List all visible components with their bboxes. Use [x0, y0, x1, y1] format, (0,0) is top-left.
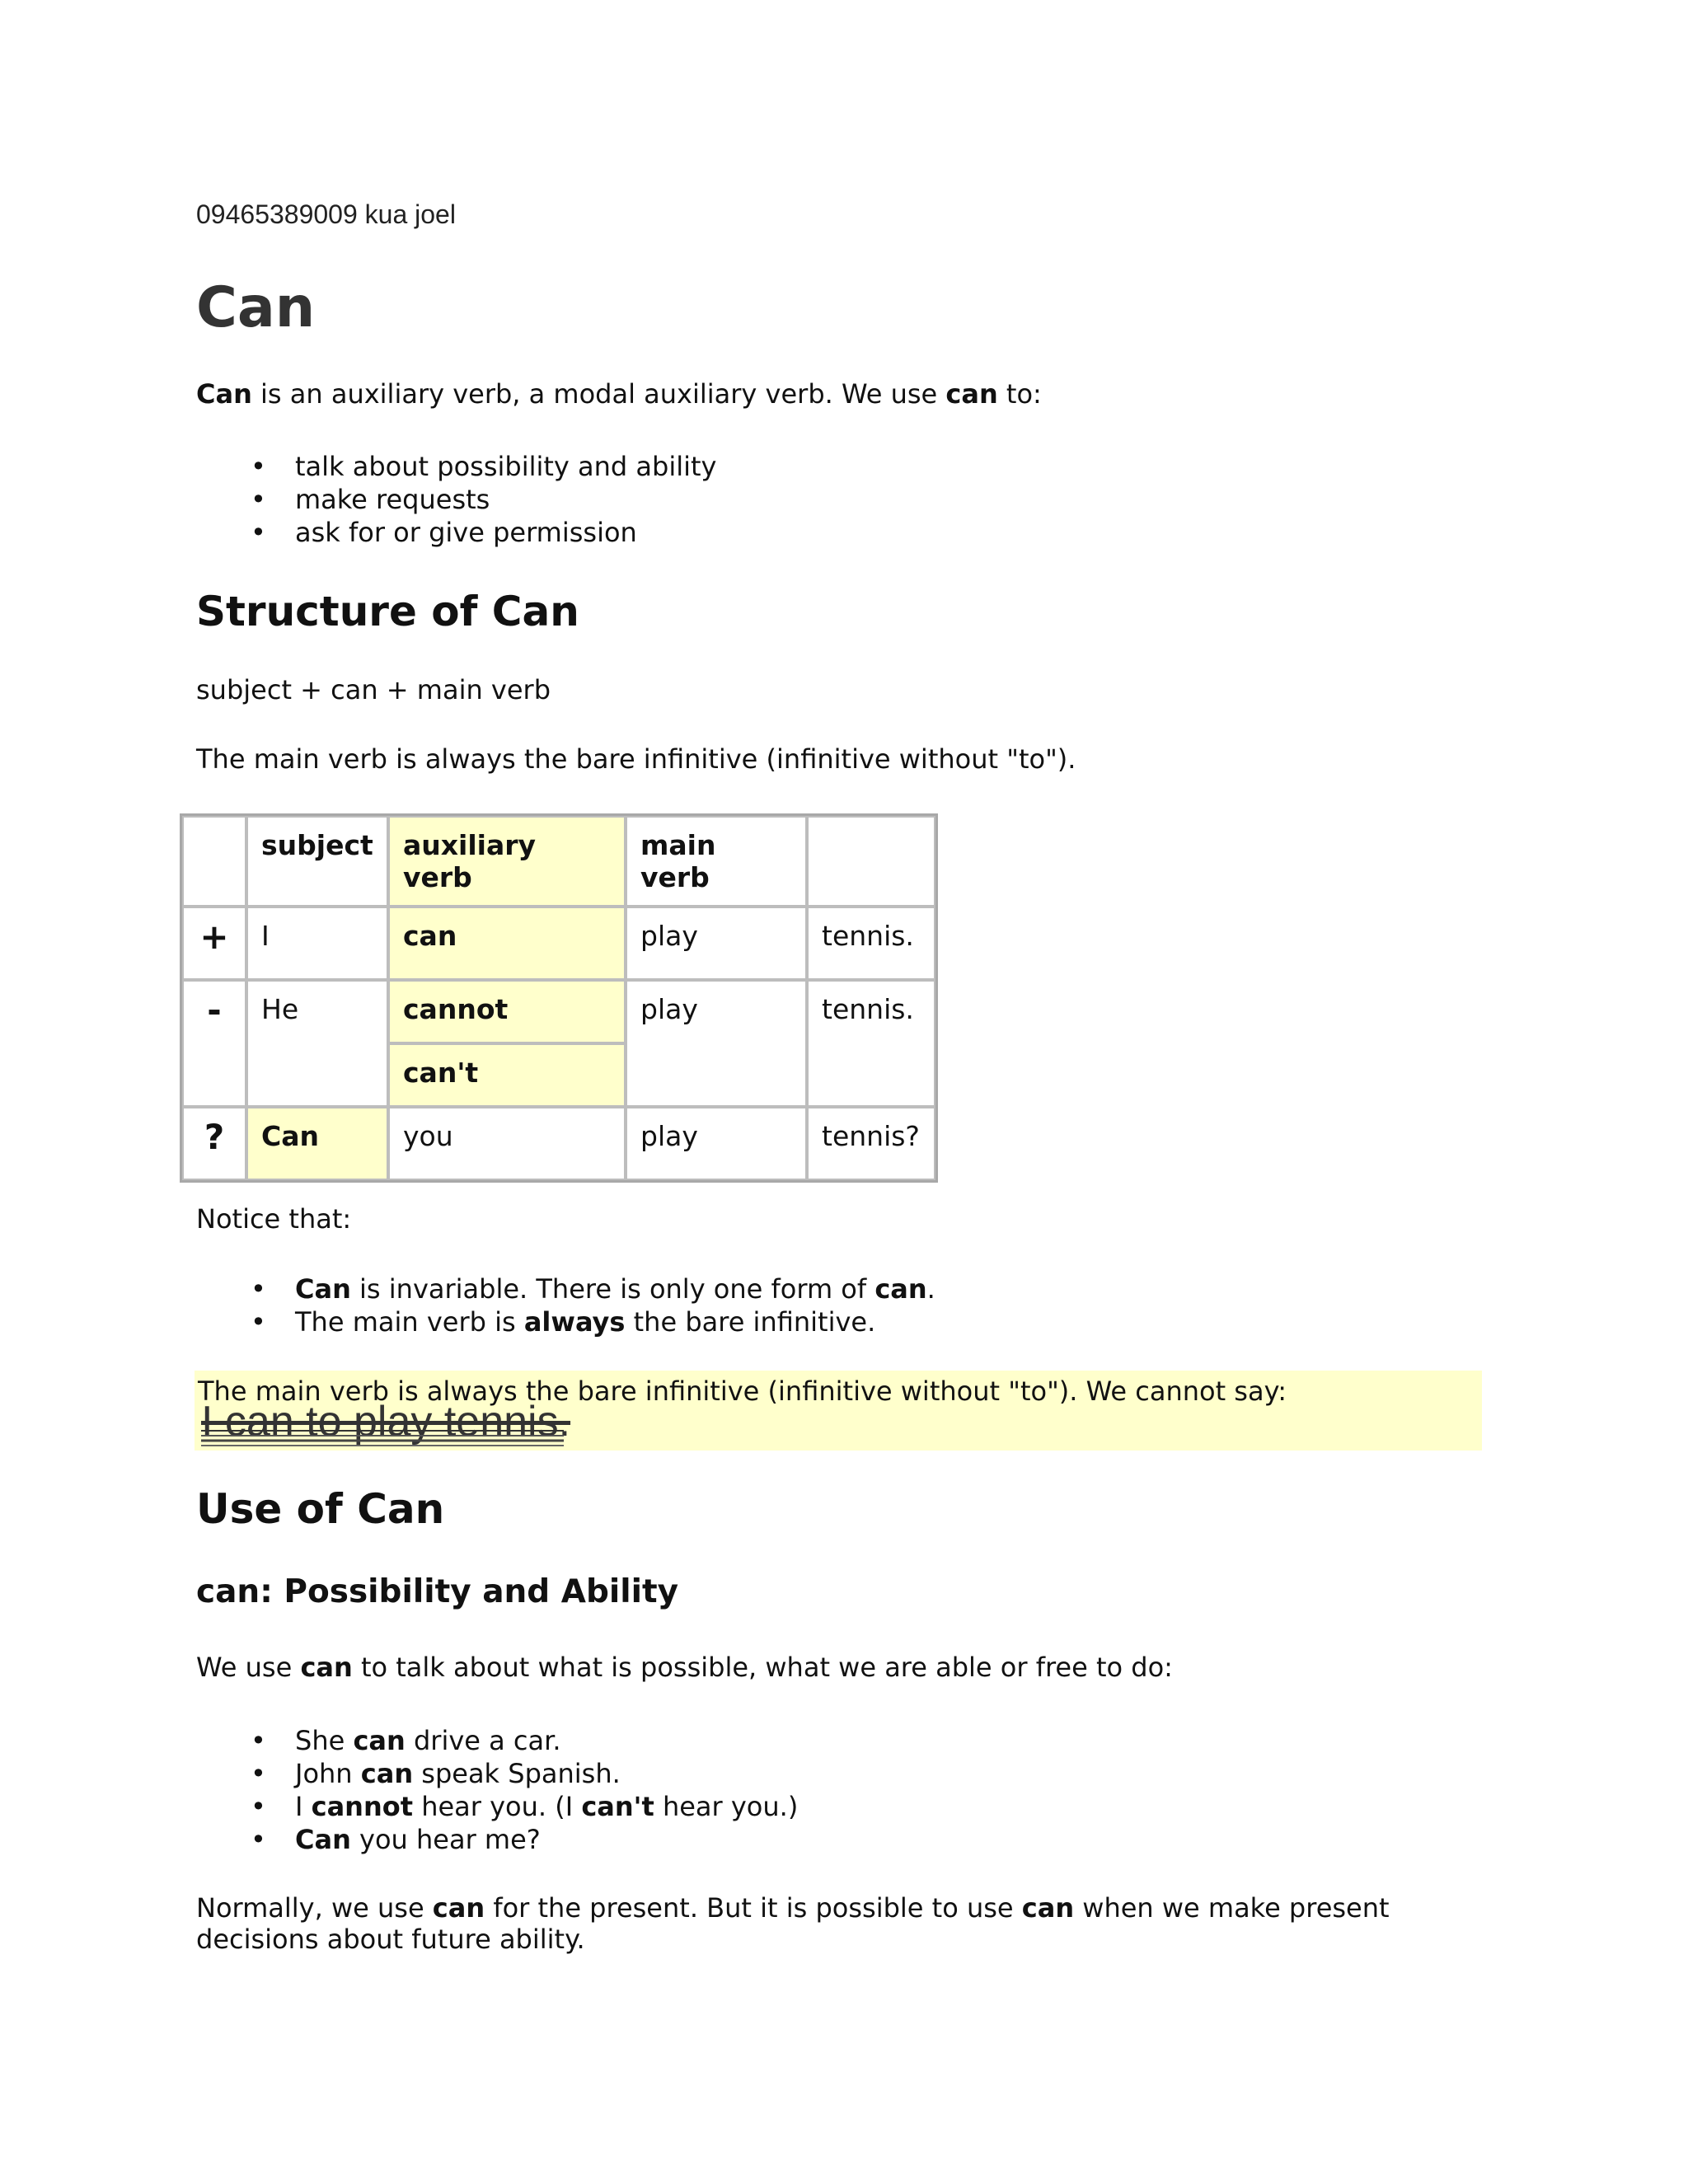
table-cell: play: [626, 907, 807, 980]
struck-example: I can to play tennis.: [201, 1398, 571, 1446]
negative-symbol: -: [182, 980, 246, 1107]
list-item: • I cannot hear you. (I can't hear you.): [251, 1791, 799, 1822]
intro-bold-can: Can: [196, 378, 252, 410]
col-header-subject: subject: [261, 829, 373, 861]
intro-text: is an auxiliary verb, a modal auxiliary verb. We use: [251, 378, 946, 410]
list-item: • make requests: [251, 484, 490, 515]
table-cell: [807, 816, 935, 907]
list-item: • talk about possibility and ability: [251, 451, 717, 482]
table-cell: He: [246, 980, 388, 1107]
intro-bold-can-2: can: [945, 378, 998, 410]
structure-heading: Structure of Can: [196, 588, 579, 635]
table-cell: [182, 816, 246, 907]
question-symbol: ?: [182, 1107, 246, 1180]
list-item: • Can you hear me?: [251, 1824, 541, 1855]
table-cell: tennis?: [807, 1107, 935, 1180]
list-item: • John can speak Spanish.: [251, 1758, 621, 1789]
future-paragraph: Normally, we use can for the present. But it is possible to use can when we make present decisions about future ability.: [196, 1892, 1390, 1955]
header-note: 09465389009 kua joel: [196, 199, 456, 229]
uses-list: [196, 450, 716, 549]
table-cell: you: [388, 1107, 626, 1180]
callout-text: The main verb is always the bare infinitive (infinitive without "to"). We cannot say:: [198, 1376, 1287, 1407]
structure-formula: subject + can + main verb: [196, 674, 551, 705]
intro-text-end: to:: [997, 378, 1042, 410]
table-row: [182, 1107, 935, 1180]
table-cell: play: [626, 980, 807, 1107]
notice-label: Notice that:: [196, 1203, 352, 1235]
structure-rule: The main verb is always the bare infinitive (infinitive without "to").: [196, 743, 1076, 775]
list-item: • She can drive a car.: [251, 1725, 561, 1756]
positive-symbol: +: [182, 907, 246, 980]
use-subheading: can: Possibility and Ability: [196, 1573, 679, 1610]
notice-list: [196, 1272, 935, 1338]
table-cell: Can: [261, 1120, 319, 1152]
table-cell: play: [626, 1107, 807, 1180]
table-cell: tennis.: [807, 980, 935, 1107]
table-cell: cannot: [403, 993, 509, 1025]
table-row: [182, 907, 935, 980]
page-title: Can: [196, 275, 316, 340]
use-intro: We use can to talk about what is possible, what we are able or free to do:: [196, 1652, 1173, 1683]
col-header-aux: auxiliary verb: [403, 829, 537, 893]
callout-box: [195, 1371, 1482, 1451]
table-cell: tennis.: [807, 907, 935, 980]
examples-list: [196, 1724, 798, 1856]
use-heading: Use of Can: [196, 1485, 445, 1533]
table-cell: I: [246, 907, 388, 980]
structure-table: [180, 813, 938, 1183]
table-header-row: [182, 816, 935, 907]
list-item: • ask for or give permission: [251, 517, 637, 548]
table-cell: can't: [403, 1057, 479, 1089]
list-item: • The main verb is always the bare infinitive.: [251, 1306, 876, 1338]
table-cell: can: [403, 920, 457, 952]
intro-paragraph: [196, 378, 1042, 410]
strikethrough-lines: [201, 1428, 564, 1448]
table-row: [182, 980, 935, 1043]
col-header-main-verb: main verb: [640, 829, 716, 893]
list-item: • Can is invariable. There is only one form of can.: [251, 1273, 935, 1305]
